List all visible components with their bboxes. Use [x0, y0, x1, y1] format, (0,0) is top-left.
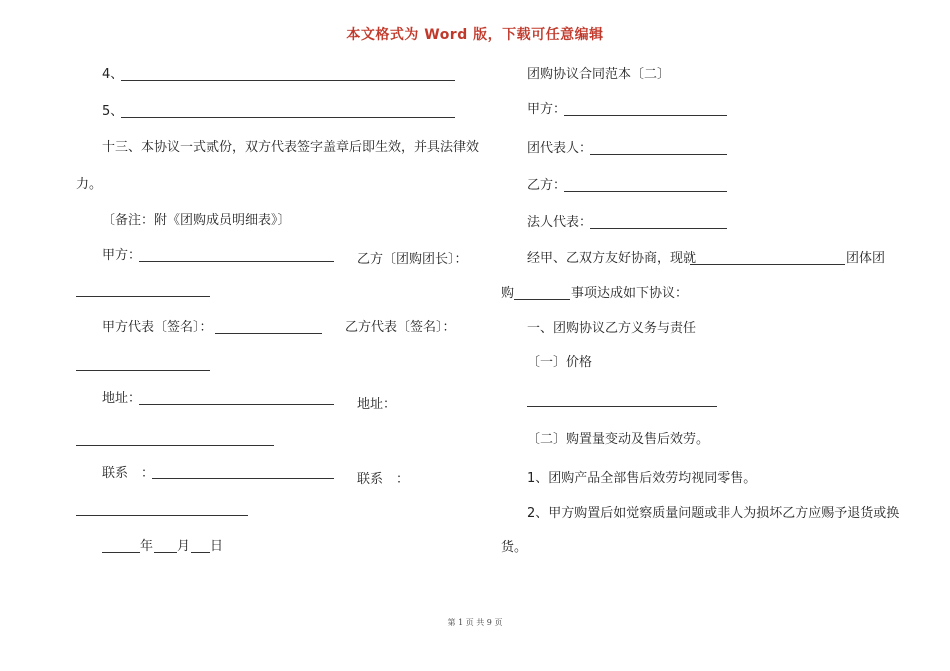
date-year-label: 年	[140, 539, 154, 554]
date-month-blank-line	[154, 552, 177, 553]
date-month-label: 月	[177, 539, 191, 554]
contact-b-blank-line	[76, 515, 248, 516]
contract-title: 团购协议合同范本〔二〕	[527, 67, 671, 82]
rep-b-sign-label: 乙方代表〔签名〕：	[345, 320, 456, 335]
item-5-label: 5、	[102, 104, 124, 119]
clause-13-line-1: 十三、本协议一式贰份，双方代表签字盖章后即生效，并具法律效	[102, 140, 480, 155]
right-party-b-blank-line	[564, 191, 727, 192]
subsection-quantity-service: 〔二〕购置量变动及售后效劳。	[527, 432, 710, 447]
group-rep-blank-line	[590, 154, 727, 155]
party-a-label: 甲方：	[102, 248, 142, 263]
party-b-leader-blank-line	[76, 296, 210, 297]
point-1-text: 1、团购产品全部售后效劳均视同零售。	[527, 471, 757, 486]
right-party-b-label: 乙方：	[527, 178, 567, 193]
contact-a-label: 联系 ：	[102, 466, 155, 481]
intro-item-blank-line	[514, 299, 570, 300]
rep-a-sign-blank-line	[215, 333, 322, 334]
date-day-label: 日	[210, 539, 224, 554]
item-5-blank-line	[121, 117, 455, 118]
page-number-footer: 第 1 页 共 9 页	[447, 618, 503, 627]
address-a-blank-line	[139, 404, 334, 405]
clause-13-line-2: 力。	[76, 177, 103, 192]
legal-rep-label: 法人代表：	[527, 215, 593, 230]
intro-text-part-3: 购	[501, 286, 515, 301]
party-a-blank-line	[139, 261, 334, 262]
address-b-blank-line	[76, 445, 274, 446]
subsection-price: 〔一〕价格	[527, 355, 593, 370]
price-blank-line	[527, 406, 717, 407]
section-1-heading: 一、团购协议乙方义务与责任	[527, 321, 697, 336]
address-a-label: 地址：	[102, 391, 142, 406]
rep-b-sign-blank-line	[76, 370, 210, 371]
intro-text-part-4: 事项达成如下协议：	[571, 286, 689, 301]
item-4-blank-line	[121, 80, 455, 81]
format-banner: 本文格式为 Word 版，下载可任意编辑	[346, 27, 604, 43]
point-2-line-1: 2、甲方购置后如觉察质量问题或非人为损坏乙方应赐予退货或换	[527, 506, 900, 521]
date-day-blank-line	[191, 552, 210, 553]
attachment-note: 〔备注：附《团购成员明细表》〕	[102, 213, 291, 228]
legal-rep-blank-line	[590, 228, 727, 229]
rep-a-sign-label: 甲方代表〔签名〕：	[102, 320, 213, 335]
date-year-blank-line	[102, 552, 140, 553]
intro-group-blank-line	[690, 264, 845, 265]
contact-a-blank-line	[152, 478, 334, 479]
right-party-a-label: 甲方：	[527, 102, 567, 117]
contact-b-label: 联系 ：	[357, 472, 410, 487]
right-party-a-blank-line	[564, 115, 727, 116]
point-2-line-2: 货。	[501, 540, 528, 555]
intro-text-part-1: 经甲、乙双方友好协商，现就	[527, 251, 697, 266]
item-4-label: 4、	[102, 67, 124, 82]
party-b-leader-label: 乙方〔团购团长〕：	[357, 252, 468, 267]
intro-text-part-2: 团体团	[846, 251, 886, 266]
group-rep-label: 团代表人：	[527, 141, 593, 156]
address-b-label: 地址：	[357, 397, 397, 412]
